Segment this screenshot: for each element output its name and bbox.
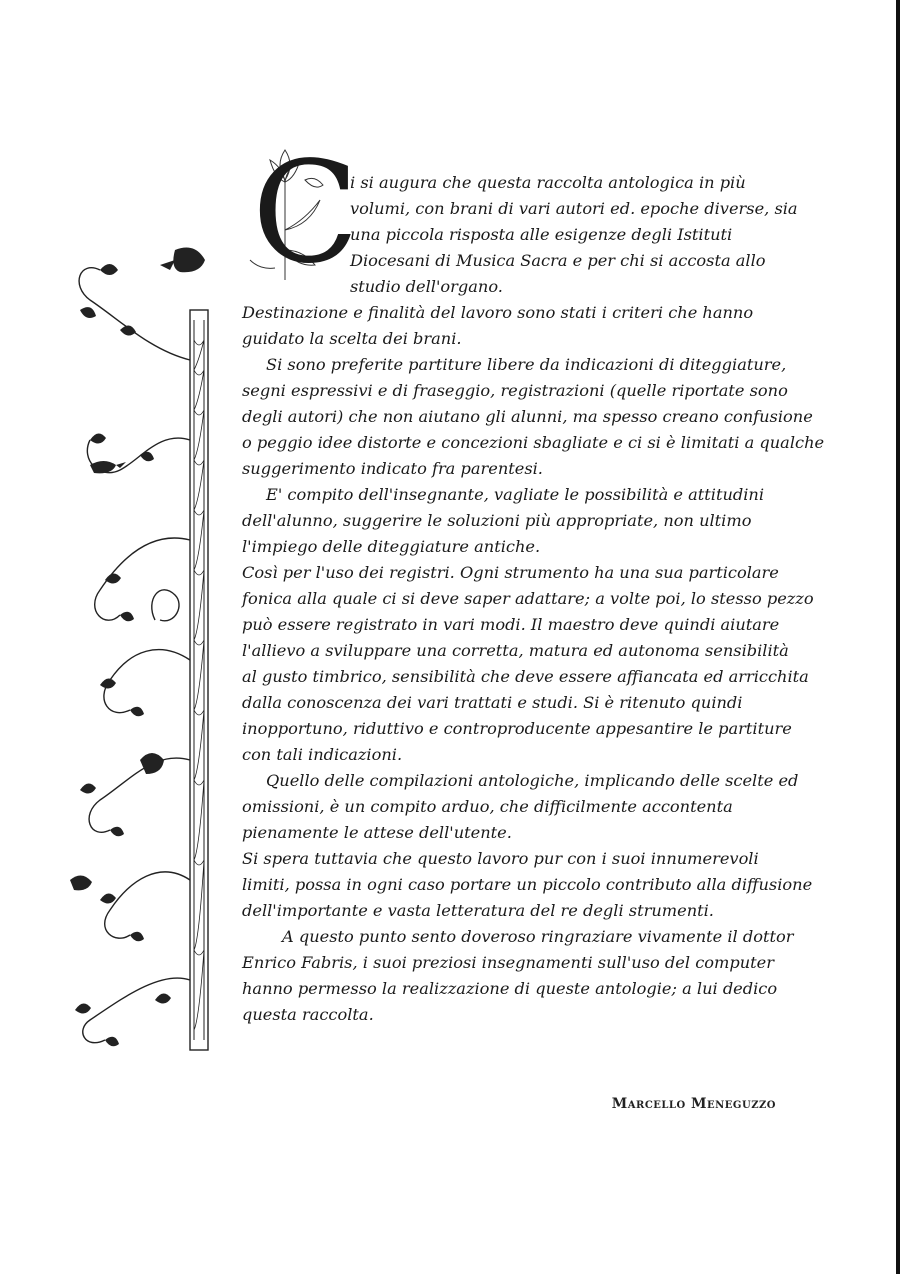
text-line: E' compito dell'insegnante, vagliate le possibilità e attitudini — [266, 485, 765, 504]
text-line: Così per l'uso dei registri. Ogni strumento ha una sua particolare — [242, 563, 779, 582]
text-line: inopportuno, riduttivo e controproducente appesantire le partiture — [242, 719, 792, 738]
author-signature: Marcello Meneguzzo — [611, 1096, 776, 1112]
text-line: studio dell'organo. — [350, 277, 503, 296]
paragraph-partiture — [242, 352, 825, 482]
paragraph-ringraziamenti — [242, 924, 794, 1028]
paragraph-speranza — [242, 846, 813, 924]
text-line: volumi, con brani di vari autori ed. epoche diverse, sia — [350, 199, 798, 218]
drop-cap-letter: C — [252, 132, 360, 295]
paragraph-intro — [242, 170, 798, 300]
text-line: i si augura che questa raccolta antologica in più — [350, 173, 746, 192]
text-line: Destinazione e finalità del lavoro sono stati i criteri che hanno — [242, 303, 754, 322]
text-line: una piccola risposta alle esigenze degli Istituti — [350, 225, 733, 244]
paragraph-registri — [242, 560, 814, 768]
preface-text — [242, 170, 825, 1028]
text-line: Si sono preferite partiture libere da indicazioni di diteggiature, — [266, 355, 787, 374]
text-line: questa raccolta. — [242, 1005, 374, 1024]
text-line: l'impiego delle diteggiature antiche. — [242, 537, 541, 556]
text-line: dell'alunno, suggerire le soluzioni più appropriate, non ultimo — [242, 511, 752, 530]
text-line: pienamente le attese dell'utente. — [242, 823, 512, 842]
paragraph-insegnante — [242, 482, 780, 560]
text-line: omissioni, è un compito arduo, che difficilmente accontenta — [242, 797, 733, 816]
paragraph-compilazioni — [242, 768, 799, 846]
text-line: limiti, possa in ogni caso portare un piccolo contributo alla diffusione — [242, 875, 813, 894]
text-line: suggerimento indicato fra parentesi. — [242, 459, 543, 478]
text-line: A questo punto sento doveroso ringraziare vivamente il dottor — [282, 927, 794, 946]
text-line: degli autori) che non aiutano gli alunni, ma spesso creano confusione — [242, 407, 813, 426]
text-line: dell'importante e vasta letteratura del re degli strumenti. — [242, 901, 714, 920]
floral-border-illustration — [60, 240, 220, 1060]
paragraph-destination — [242, 300, 780, 352]
text-line: segni espressivi e di fraseggio, registrazioni (quelle riportate sono — [242, 381, 788, 400]
text-line: dalla conoscenza dei vari trattati e studi. Si è ritenuto quindi — [242, 693, 743, 712]
text-line: hanno permesso la realizzazione di queste antologie; a lui dedico — [242, 979, 778, 998]
text-line: fonica alla quale ci si deve saper adattare; a volte poi, lo stesso pezzo — [242, 589, 814, 608]
text-line: può essere registrato in vari modi. Il maestro deve quindi aiutare — [242, 615, 780, 634]
text-line: Enrico Fabris, i suoi preziosi insegnamenti sull'uso del computer — [242, 953, 774, 972]
text-line: Quello delle compilazioni antologiche, implicando delle scelte ed — [266, 771, 799, 790]
text-line: l'allievo a sviluppare una corretta, matura ed autonoma sensibilità — [242, 641, 789, 660]
text-line: Diocesani di Musica Sacra e per chi si accosta allo — [350, 251, 766, 270]
text-line: con tali indicazioni. — [242, 745, 403, 764]
text-line: guidato la scelta dei brani. — [242, 329, 462, 348]
text-line: o peggio idee distorte e concezioni sbagliate e ci si è limitati a qualche — [242, 433, 825, 452]
text-line: al gusto timbrico, sensibilità che deve essere affiancata ed arricchita — [242, 667, 809, 686]
text-line: Si spera tuttavia che questo lavoro pur con i suoi innumerevoli — [242, 849, 759, 868]
